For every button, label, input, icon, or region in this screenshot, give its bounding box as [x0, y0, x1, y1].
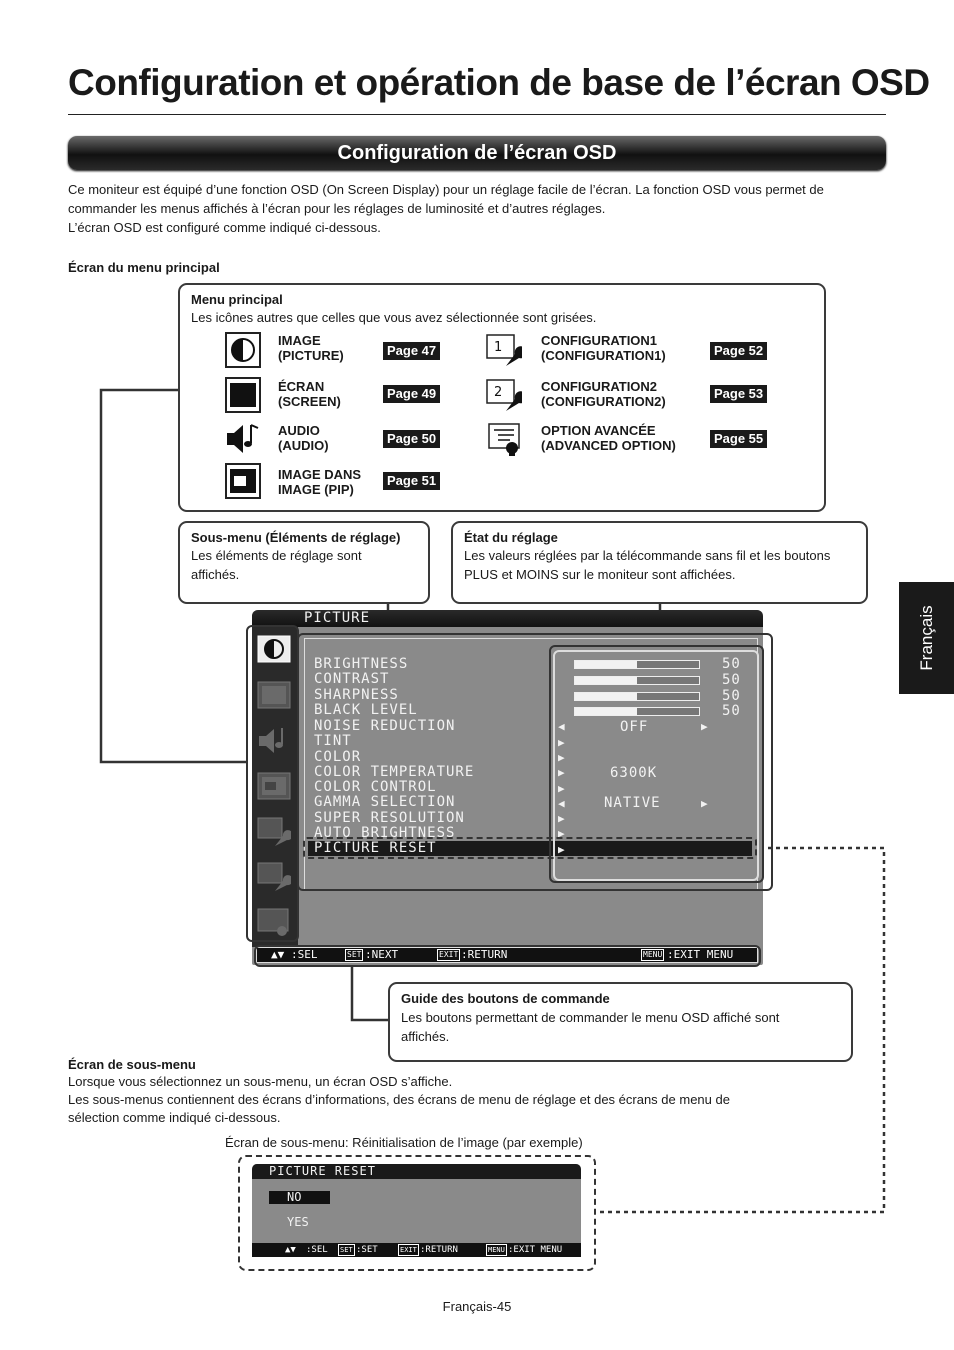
pip-icon: [225, 463, 261, 499]
guide-callout-text: Les boutons permettant de commander le menu OSD affiché sont affichés.: [401, 1010, 780, 1044]
osd-item-color-temperature[interactable]: COLOR TEMPERATURE: [314, 764, 475, 780]
section-title: Configuration de l’écran OSD: [337, 142, 617, 164]
arrow-right-icon[interactable]: ▶: [558, 736, 565, 749]
svg-text:1: 1: [494, 340, 503, 355]
menu-label-screen: ÉCRAN (SCREEN): [278, 379, 341, 409]
page-number: Français-45: [442, 1299, 512, 1314]
exit-key-icon: EXIT: [439, 950, 459, 959]
noise-reduction-value: OFF: [620, 719, 649, 735]
osd-header-title: PICTURE: [304, 610, 371, 626]
reset-header-title: PICTURE RESET: [269, 1164, 376, 1178]
reset-guide-bar: [252, 1243, 581, 1257]
osd-item-noise-reduction[interactable]: NOISE REDUCTION: [314, 718, 456, 734]
state-callout: [451, 521, 868, 604]
osd-item-color-control[interactable]: COLOR CONTROL: [314, 779, 437, 795]
page-ref-advanced-option: Page 55: [710, 430, 767, 448]
reset-option-no[interactable]: NO: [287, 1190, 302, 1204]
osd-item-picture-reset[interactable]: PICTURE RESET: [314, 840, 437, 856]
page-ref-screen: Page 49: [383, 385, 440, 403]
osd-item-brightness[interactable]: BRIGHTNESS: [314, 656, 409, 672]
set-key-icon: SET: [347, 950, 362, 959]
audio-icon: [225, 421, 261, 457]
guide-sel: :SEL: [306, 1245, 328, 1255]
osd-item-contrast[interactable]: CONTRAST: [314, 671, 390, 687]
arrow-left-icon[interactable]: ◀: [558, 720, 565, 733]
submenu-callout-title: Sous-menu (Éléments de réglage): [191, 530, 401, 545]
set-key-icon: SET: [340, 1246, 353, 1254]
submenu-callout: [178, 521, 430, 604]
guide-exit-menu: :EXIT MENU: [508, 1245, 563, 1255]
osd-item-auto-brightness[interactable]: AUTO BRIGHTNESS: [314, 825, 456, 841]
arrow-right-icon[interactable]: ▶: [558, 766, 565, 779]
language-tab-label: Français: [917, 605, 936, 671]
guide-next: :NEXT: [365, 948, 399, 961]
arrow-right-icon[interactable]: ▶: [558, 812, 565, 825]
menu-label-audio: AUDIO (AUDIO): [278, 423, 329, 453]
main-menu-title: Menu principal: [191, 292, 283, 307]
guide-callout-title: Guide des boutons de commande: [401, 991, 610, 1006]
reset-option-yes[interactable]: YES: [287, 1215, 309, 1229]
menu-label-picture: IMAGE (PICTURE): [278, 333, 344, 363]
page-ref-configuration2: Page 53: [710, 385, 767, 403]
state-callout-text: Les valeurs réglées par la télécommande sans fil et les boutons PLUS et MOINS sur le moniteur sont affichées.: [464, 548, 831, 582]
submenu-heading: Écran de sous-menu: [68, 1057, 196, 1072]
osd-picture-reset-screen: [252, 1164, 581, 1257]
arrow-right-icon[interactable]: ▶: [558, 751, 565, 764]
arrow-right-icon[interactable]: ▶: [701, 720, 708, 733]
configuration2-icon: [486, 377, 522, 413]
menu-label-pip: IMAGE DANS IMAGE (PIP): [278, 467, 362, 497]
menu-key-icon: MENU: [643, 950, 663, 959]
intro-line: commander les menus affichés à l’écran pour les réglages de luminosité et d’autres réglages.: [68, 201, 606, 216]
osd-item-black-level[interactable]: BLACK LEVEL: [314, 702, 418, 718]
exit-key-icon: EXIT: [400, 1246, 417, 1254]
main-menu-heading: Écran du menu principal: [68, 260, 220, 275]
svg-text:2: 2: [494, 385, 503, 400]
configuration1-icon: [486, 332, 522, 368]
gamma-selection-value: NATIVE: [604, 795, 661, 811]
main-menu-box: [178, 283, 826, 512]
black-level-value: 50: [722, 703, 741, 719]
page-ref-audio: Page 50: [383, 430, 440, 448]
arrow-right-icon[interactable]: ▶: [558, 782, 565, 795]
submenu-callout-text: Les éléments de réglage sont affichés.: [191, 548, 362, 582]
screen-icon: [225, 377, 261, 413]
page-title: Configuration et opération de base de l’écran OSD: [68, 62, 930, 103]
icon-column-highlight: [246, 625, 299, 942]
language-tab: [899, 582, 954, 694]
arrow-right-icon[interactable]: ▶: [701, 797, 708, 810]
guide-highlight: [254, 945, 761, 967]
color-temperature-value: 6300K: [610, 765, 658, 781]
menu-label-configuration1: CONFIGURATION1 (CONFIGURATION1): [541, 333, 666, 363]
guide-exit-menu: :EXIT MENU: [667, 948, 734, 961]
intro-line: Ce moniteur est équipé d’une fonction OSD (On Screen Display) pour un réglage facile de l’écran. La fonction OSD vous permet de: [68, 182, 824, 197]
osd-item-tint[interactable]: TINT: [314, 733, 352, 749]
submenu-description: Lorsque vous sélectionnez un sous-menu, un écran OSD s’affiche. Les sous-menus contiennent des écrans d’informations, des écrans de menu de réglage et des écrans de menu de sélection comme indiqué ci-dessous.: [68, 1074, 730, 1125]
guide-return: :RETURN: [420, 1245, 458, 1255]
osd-item-sharpness[interactable]: SHARPNESS: [314, 687, 399, 703]
menu-key-icon: MENU: [488, 1246, 505, 1254]
main-menu-description: Les icônes autres que celles que vous avez sélectionnée sont grisées.: [191, 310, 597, 325]
guide-return: :RETURN: [461, 948, 508, 961]
picture-reset-highlight: [303, 837, 757, 859]
guide-sel: :SEL: [291, 948, 318, 961]
menu-label-configuration2: CONFIGURATION2 (CONFIGURATION2): [541, 379, 666, 409]
page-ref-configuration1: Page 52: [710, 342, 767, 360]
arrow-left-icon[interactable]: ◀: [558, 797, 565, 810]
guide-callout: [388, 982, 853, 1062]
sharpness-value: 50: [722, 688, 741, 704]
sel-key-icon: ▲▼: [285, 1245, 296, 1255]
osd-item-color[interactable]: COLOR: [314, 749, 362, 765]
intro-line: L’écran OSD est configuré comme indiqué ci-dessous.: [68, 220, 381, 235]
picture-icon: [225, 332, 261, 368]
brightness-value: 50: [722, 656, 741, 672]
osd-item-super-resolution[interactable]: SUPER RESOLUTION: [314, 810, 465, 826]
page-ref-pip: Page 51: [383, 472, 440, 490]
page-ref-picture: Page 47: [383, 342, 440, 360]
menu-label-advanced-option: OPTION AVANCÉE (ADVANCED OPTION): [541, 423, 676, 453]
guide-set: :SET: [356, 1245, 378, 1255]
state-callout-title: État du réglage: [464, 530, 558, 545]
advanced-option-icon: [486, 421, 522, 457]
osd-item-gamma-selection[interactable]: GAMMA SELECTION: [314, 794, 456, 810]
sel-key-icon: ▲▼: [271, 948, 285, 961]
contrast-value: 50: [722, 672, 741, 688]
arrow-right-icon[interactable]: ▶: [558, 827, 565, 840]
arrow-right-icon[interactable]: ▶: [558, 843, 565, 856]
submenu-caption: Écran de sous-menu: Réinitialisation de l’image (par exemple): [225, 1135, 583, 1150]
